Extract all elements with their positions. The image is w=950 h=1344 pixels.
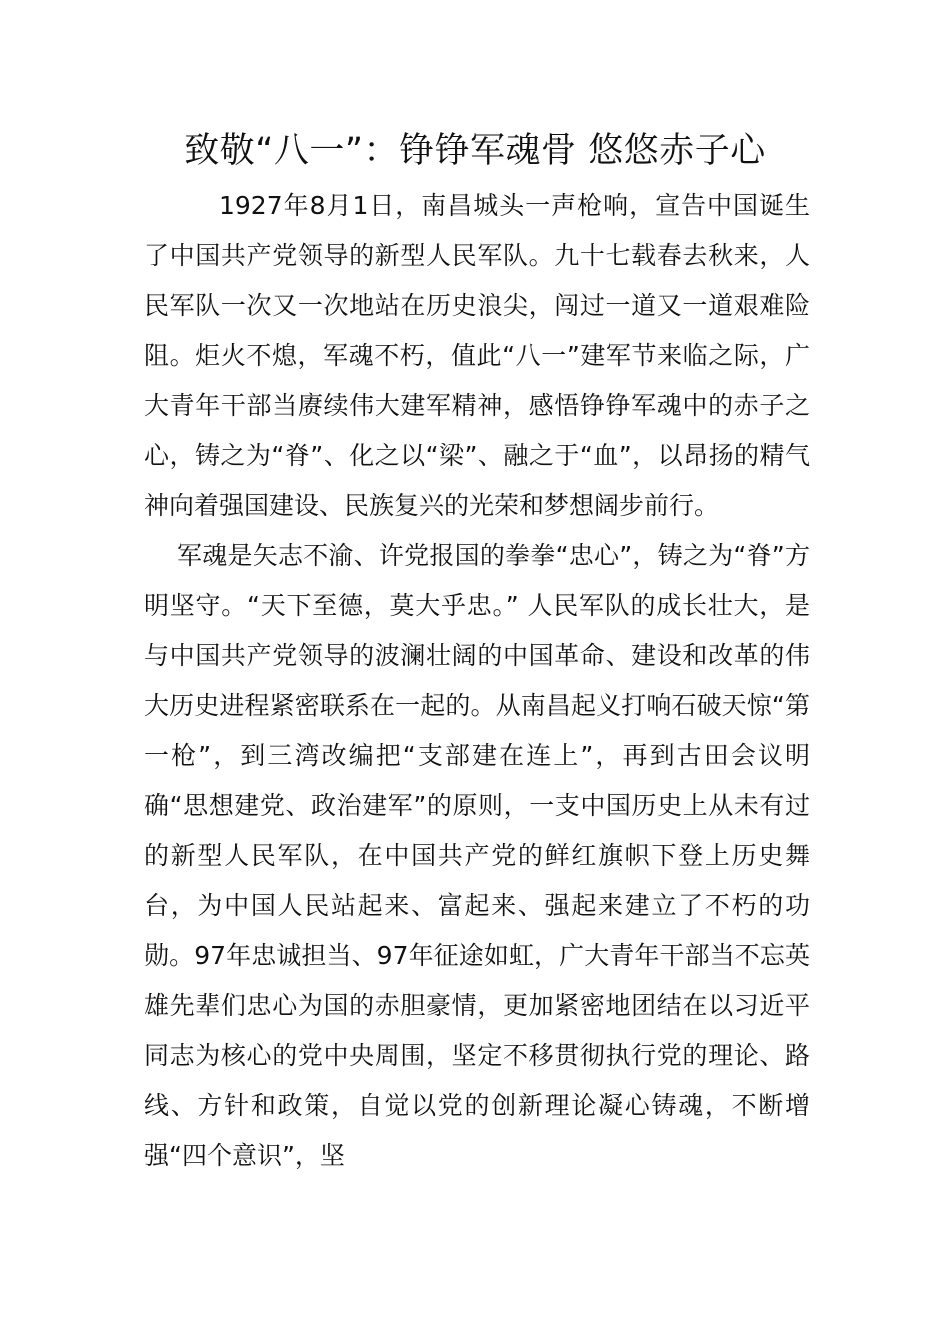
document-body [144,181,810,1181]
paragraph-loyalty: 军魂是矢志不渝、许党报国的拳拳“忠心”，铸之为“脊”方明坚守。“天下至德，莫大乎忠。” 人民军队的成长壮大，是与中国共产党领导的波澜壮阔的中国革命、建设和改革的伟大历史进程紧密联系在一起的。从南昌起义打响石破天惊“第一枪”，到三湾改编把“支部建在连上”，再到古田会议明确“思想建党、政治建军”的原则，一支中国历史上从未有过的新型人民军队，在中国共产党的鲜红旗帜下登上历史舞台，为中国人民站起来、富起来、强起来建立了不朽的功勋。97年忠诚担当、97年征途如虹，广大青年干部当不忘英雄先辈们忠心为国的赤胆豪情，更加紧密地团结在以习近平同志为核心的党中央周围，坚定不移贯彻执行党的理论、路线、方针和政策，自觉以党的创新理论凝心铸魂，不断增强“四个意识”，坚 [144,541,810,1170]
document-title: 致敬“八一”：铮铮军魂骨 悠悠赤子心 [184,131,766,171]
paragraph-intro: 1927年8月1日，南昌城头一声枪响，宣告中国诞生了中国共产党领导的新型人民军队。九十七载春去秋来，人民军队一次又一次地站在历史浪尖，闯过一道又一道艰难险阻。炬火不熄，军魂不朽，值此“八一”建军节来临之际，广大青年干部当赓续伟大建军精神，感悟铮铮军魂中的赤子之心，铸之为“脊”、化之以“梁”、融之于“血”，以昂扬的精气神向着强国建设、民族复兴的光荣和梦想阔步前行。 [144,191,810,520]
